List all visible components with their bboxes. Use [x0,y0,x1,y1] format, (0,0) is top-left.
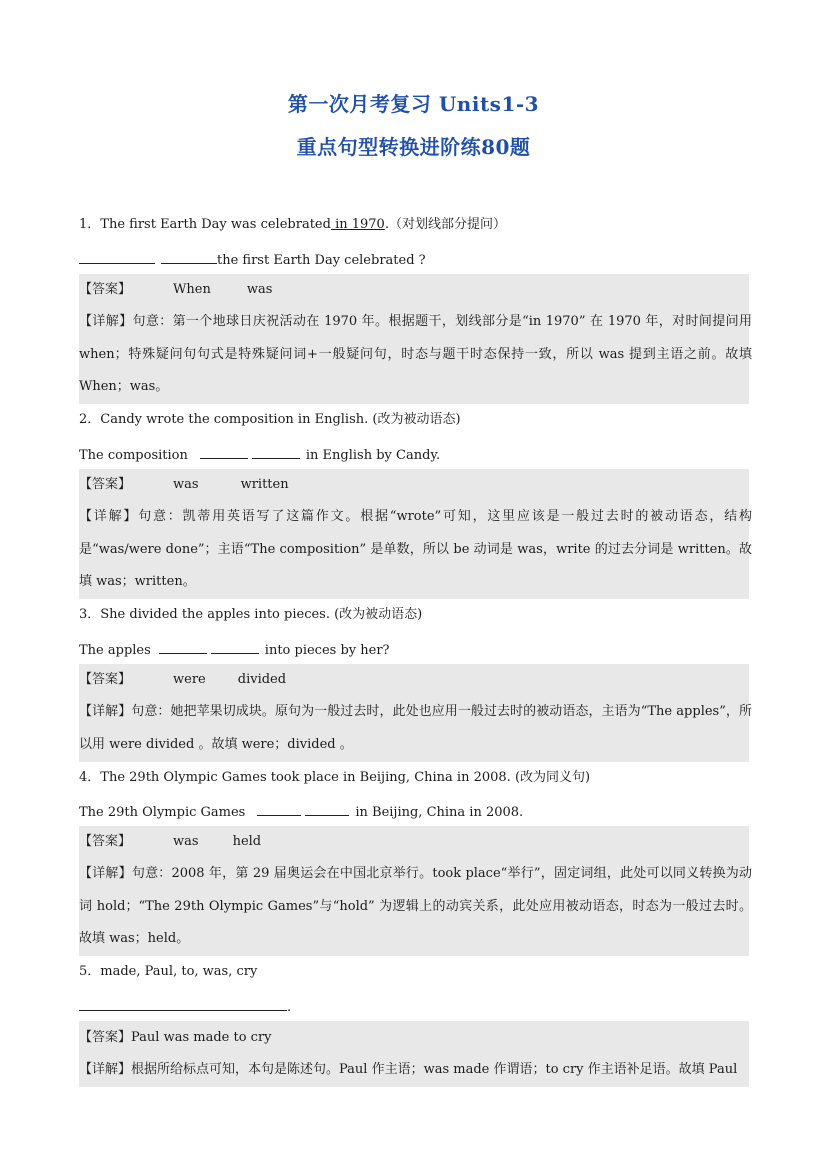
question-text: The 29th Olympic Games took place in Beijing, China in 2008. (改为同义句) [100,770,591,785]
question-number: 5． [79,964,101,979]
page-title: 第一次月考复习 Units1-3 [287,92,540,116]
answer-blank [257,801,301,816]
answer-blank [211,639,259,654]
question-2-fill [79,444,440,465]
answer-blank [79,996,287,1011]
underlined-phrase: in 1970 [330,217,385,232]
fill-text: into pieces by her? [264,643,390,658]
answer-value: divided [237,672,287,687]
answer-line-4 [79,833,261,851]
fill-text: in Beijing, China in 2008. [355,805,524,820]
detail-text: 句意：凯蒂用英语写了这篇作文。根据“wrote”可知，这里应该是一般过去时的被动语态，结构是“was/were done”；主语“The composition” 是单数，所以 be 动词是 was，write 的过去分词是 written。故填 was；written。 [79,509,752,589]
answer-value: When [173,282,211,297]
answer-tag: 【答案】 [79,282,132,297]
answer-line-2 [79,476,289,494]
detail-4 [79,858,752,956]
question-number: 4． [79,770,101,785]
detail-1 [79,306,752,404]
question-text: Candy wrote the composition in English. (改为被动语态) [100,412,461,427]
answer-tag: 【答案】 [79,834,132,849]
answer-blank [79,249,155,264]
question-number: 2． [79,412,101,427]
detail-tag: 【详解】 [79,509,139,524]
detail-tag: 【详解】 [79,704,132,719]
question-number: 1． [79,217,101,232]
fill-text: The 29th Olympic Games [79,805,246,820]
answer-line-5 [79,1029,272,1047]
fill-text: the first Earth Day celebrated ? [217,253,426,268]
detail-text: 根据所给标点可知，本句是陈述句。Paul 作主语；was made 作谓语；to cry 作主语补足语。故填 Paul [131,1062,738,1077]
detail-text: 句意：第一个地球日庆祝活动在 1970 年。根据题干，划线部分是“in 1970” 在 1970 年，对时间提问用 when；特殊疑问句句式是特殊疑问词+一般疑问句，时态与题干时态保持一致，所以 was 提到主语之前。故填 When；was。 [79,314,752,394]
answer-blank [200,444,248,459]
question-number: 3． [79,607,101,622]
answer-value: was [173,834,199,849]
question-3 [79,606,422,624]
answer-value: held [232,834,262,849]
answer-value: was [173,477,199,492]
answer-blank [159,639,207,654]
question-3-fill [79,639,390,660]
answer-tag: 【答案】 [79,672,132,687]
question-instruction: .（对划线部分提问） [384,217,506,232]
answer-blank [305,801,349,816]
question-text: made, Paul, to, was, cry [100,964,258,979]
answer-value: Paul was made to cry [131,1030,272,1045]
question-text: The first Earth Day was celebrated [100,217,331,232]
fill-text: in English by Candy. [305,448,441,463]
detail-tag: 【详解】 [79,866,132,881]
answer-blank [252,444,300,459]
detail-tag: 【详解】 [79,314,133,329]
question-5 [79,963,257,981]
detail-text: 句意：2008 年，第 29 届奥运会在中国北京举行。took place“举行”，固定词组，此处可以同义转换为动词 hold；“The 29th Olympic Games”与“hold” 为逻辑上的动宾关系，此处应用被动语态，时态为一般过去时。故填 was；held。 [79,866,752,946]
answer-value: were [173,672,206,687]
page-subtitle: 重点句型转换进阶练80题 [296,135,531,159]
question-2 [79,411,461,429]
fill-text: . [287,1000,292,1015]
question-1 [79,216,506,234]
question-4 [79,769,590,787]
detail-text: 句意：她把苹果切成块。原句为一般过去时，此处也应用一般过去时的被动语态，主语为“The apples”，所以用 were divided 。故填 were；divided 。 [79,704,752,752]
detail-2 [79,501,752,599]
answer-value: written [240,477,289,492]
answer-value: was [246,282,273,297]
answer-blank [161,249,217,264]
answer-line-1 [79,281,272,299]
question-5-fill [79,996,291,1017]
question-1-fill [79,249,426,270]
detail-tag: 【详解】 [79,1062,132,1077]
answer-tag: 【答案】 [79,477,132,492]
detail-5 [79,1061,752,1079]
fill-text: The apples [79,643,151,658]
fill-text: The composition [79,448,188,463]
answer-tag: 【答案】 [79,1030,132,1045]
question-text: She divided the apples into pieces. (改为被动语态) [100,607,423,622]
detail-3 [79,696,752,761]
answer-line-3 [79,671,286,689]
question-4-fill [79,801,523,822]
